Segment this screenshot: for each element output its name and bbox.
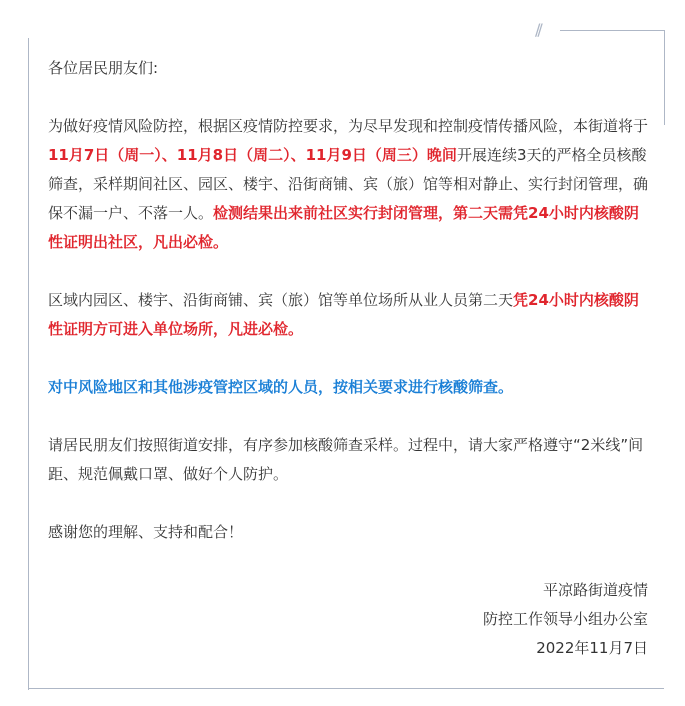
para2-highlight: 凭24小时内核酸阴性证明方可进入单位场所，凡进必检。 bbox=[48, 291, 639, 338]
frame-bottom-border bbox=[28, 688, 664, 689]
signature-line-1: 平凉路街道疫情 bbox=[542, 581, 648, 599]
paragraph-risk-areas: 对中风险地区和其他涉疫管控区域的人员，按相关要求进行核酸筛查。 bbox=[48, 378, 514, 396]
decorative-slashes: // bbox=[535, 20, 540, 39]
notice-body bbox=[48, 54, 648, 663]
frame-left-border bbox=[28, 38, 29, 690]
para2-text-a: 区域内园区、楼宇、沿街商铺、宾（旅）馆等单位场所从业人员第二天 bbox=[48, 291, 514, 309]
frame-top-border bbox=[560, 30, 664, 31]
para1-text-c: 开展连续3天的严格全员核酸筛查，采样期间社区、园区、楼宇、沿街商铺、宾（旅）馆等相对静止、实行封闭管理，确保不漏一户、不落一人。 bbox=[48, 146, 649, 222]
para1-dates-highlight: 11月7日（周一）、11月8日（周二）、11月9日（周三）晚间 bbox=[48, 146, 457, 164]
signature-line-2: 防控工作领导小组办公室 bbox=[482, 610, 648, 628]
paragraph-screening-schedule bbox=[48, 112, 648, 257]
paragraph-instructions: 请居民朋友们按照街道安排，有序参加核酸筛查采样。过程中，请大家严格遵守“2米线”间距、规范佩戴口罩、做好个人防护。 bbox=[48, 436, 644, 483]
signature-block bbox=[48, 576, 648, 663]
para1-text-a: 为做好疫情风险防控，根据区疫情防控要求，为尽早发现和控制疫情传播风险，本街道将于 bbox=[48, 117, 649, 135]
greeting: 各位居民朋友们: bbox=[48, 59, 159, 77]
paragraph-workplace bbox=[48, 286, 648, 344]
frame-right-border bbox=[664, 30, 665, 125]
signature-date: 2022年11月7日 bbox=[536, 639, 648, 657]
paragraph-thanks: 感谢您的理解、支持和配合！ bbox=[48, 523, 244, 541]
para1-closure-highlight: 检测结果出来前社区实行封闭管理，第二天需凭24小时内核酸阴性证明出社区，凡出必检。 bbox=[48, 204, 639, 251]
